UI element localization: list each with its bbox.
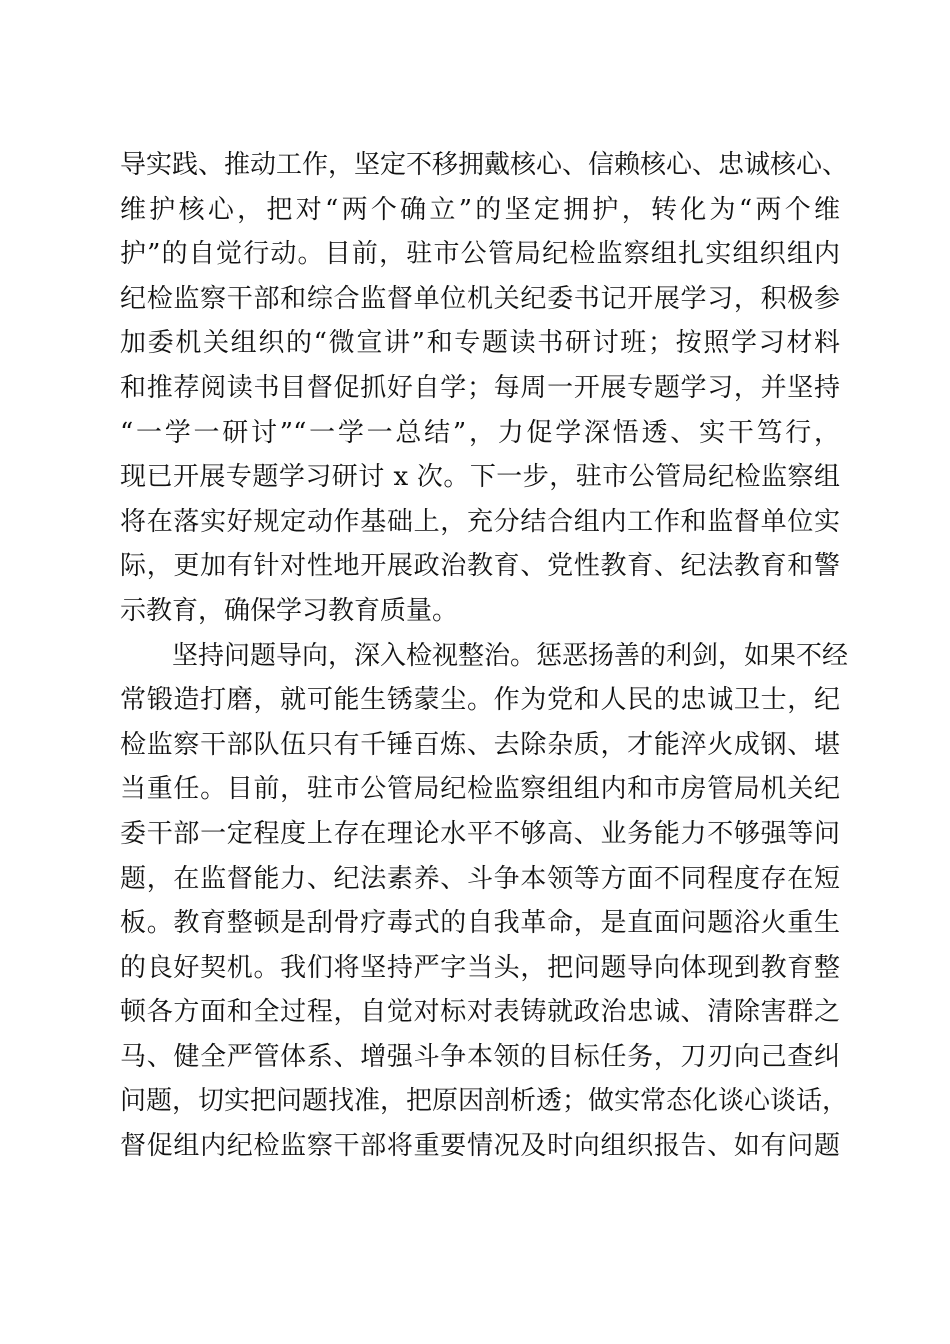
paragraph-1-line-7: “一学一研讨”“一学一总结”，力促学深悟透、实干笃行， xyxy=(120,417,840,448)
paragraph-1-line-5: 加委机关组织的“微宣讲”和专题读书研讨班；按照学习材料 xyxy=(120,328,840,359)
paragraph-1-line-10: 际，更加有针对性地开展政治教育、党性教育、纪法教育和警 xyxy=(120,551,840,582)
paragraph-1-line-3: 护”的自觉行动。目前，驻市公管局纪检监察组扎实组织组内 xyxy=(120,239,840,270)
paragraph-1-line-1: 导实践、推动工作，坚定不移拥戴核心、信赖核心、忠诚核心、 xyxy=(120,150,849,180)
paragraph-1-line-6: 和推荐阅读书目督促抓好自学；每周一开展专题学习，并坚持 xyxy=(120,372,840,403)
paragraph-1-line-9: 将在落实好规定动作基础上，充分结合组内工作和监督单位实 xyxy=(120,506,840,537)
body-text xyxy=(120,143,849,1169)
paragraph-2-line-8: 的良好契机。我们将坚持严字当头，把问题导向体现到教育整 xyxy=(120,952,840,983)
paragraph-2-line-7: 板。教育整顿是刮骨疗毒式的自我革命，是直面问题浴火重生 xyxy=(120,908,840,939)
paragraph-2-line-10: 马、健全严管体系、增强斗争本领的目标任务，刀刃向己查纠 xyxy=(120,1041,840,1072)
paragraph-2-line-6: 题，在监督能力、纪法素养、斗争本领等方面不同程度存在短 xyxy=(120,863,840,894)
paragraph-2-line-5: 委干部一定程度上存在理论水平不够高、业务能力不够强等问 xyxy=(120,818,840,849)
paragraph-2-line-9: 顿各方面和全过程，自觉对标对表铸就政治忠诚、清除害群之 xyxy=(120,997,840,1028)
paragraph-2-line-4: 当重任。目前，驻市公管局纪检监察组组内和市房管局机关纪 xyxy=(120,774,840,805)
paragraph-1-line-11: 示教育，确保学习教育质量。 xyxy=(120,595,459,626)
paragraph-2-line-12: 督促组内纪检监察干部将重要情况及时向组织报告、如有问题 xyxy=(120,1131,840,1162)
paragraph-1-line-2: 维护核心，把对“两个确立”的坚定拥护，转化为“两个维 xyxy=(120,194,840,225)
paragraph-2-line-3: 检监察干部队伍只有千锤百炼、去除杂质，才能淬火成钢、堪 xyxy=(120,729,840,760)
paragraph-2-line-2: 常锻造打磨，就可能生锈蒙尘。作为党和人民的忠诚卫士，纪 xyxy=(120,685,840,716)
paragraph-1-line-4: 纪检监察干部和综合监督单位机关纪委书记开展学习，积极参 xyxy=(120,283,840,314)
paragraph-2-line-11: 问题，切实把问题找准，把原因剖析透；做实常态化谈心谈话， xyxy=(120,1086,849,1117)
paragraph-1-line-8: 现已开展专题学习研讨 x 次。下一步，驻市公管局纪检监察组 xyxy=(120,462,840,493)
paragraph-2-line-1: 坚持问题导向，深入检视整治。惩恶扬善的利剑，如果不经 xyxy=(172,640,849,671)
